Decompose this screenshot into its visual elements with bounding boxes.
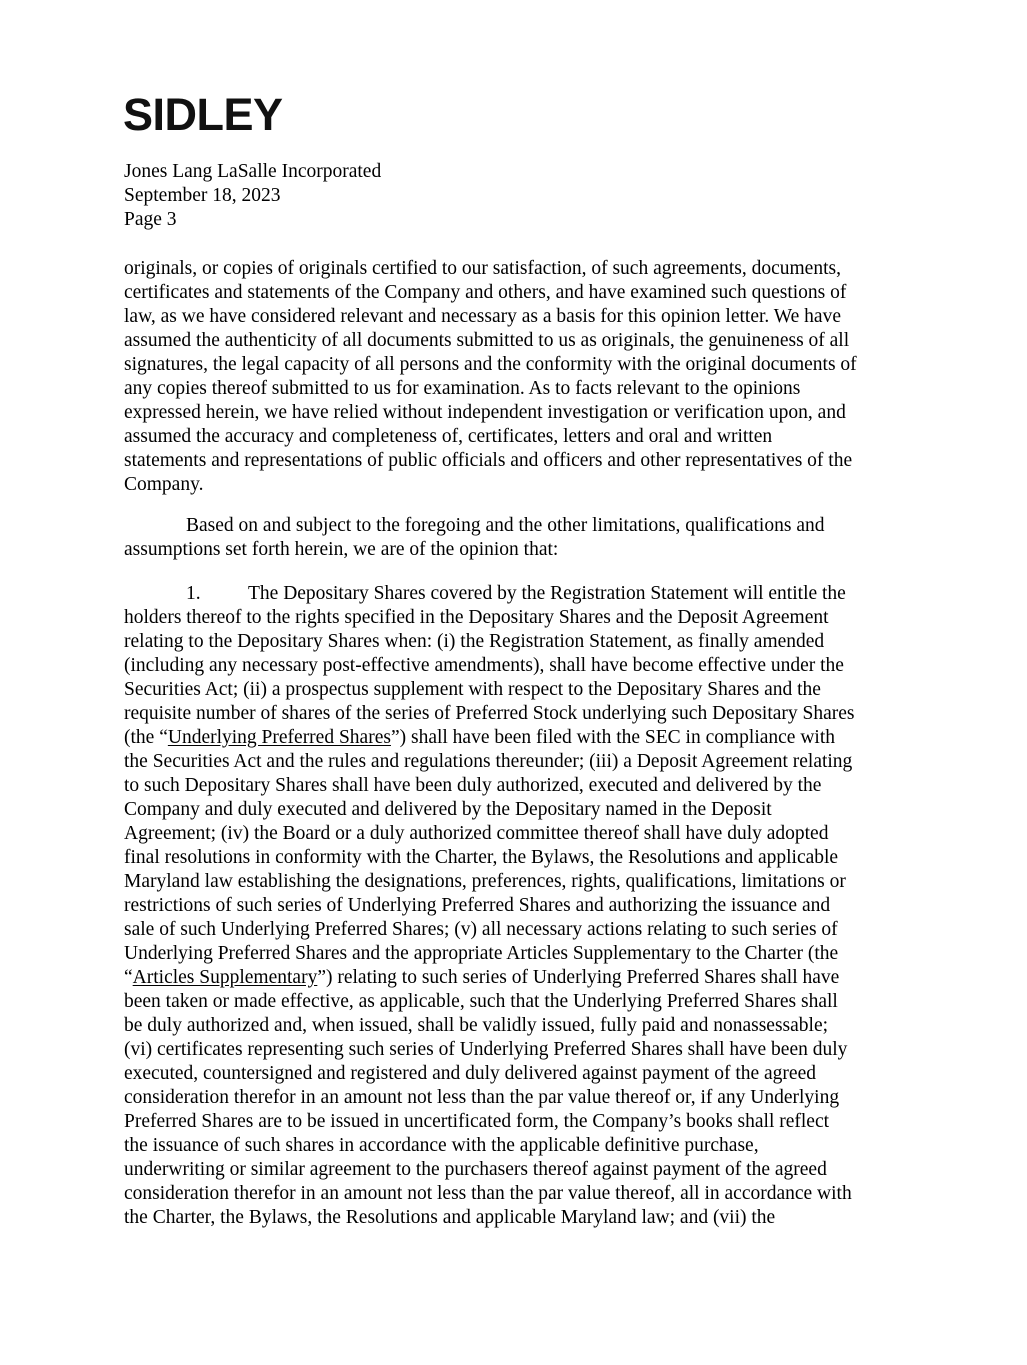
text-line: signatures, the legal capacity of all persons and the conformity with the original documents of: [124, 354, 857, 375]
text-segment: The Depositary Shares covered by the Registration Statement will entitle the: [248, 583, 846, 604]
addressee: Jones Lang LaSalle Incorporated: [124, 161, 382, 182]
text-line: certificates and statements of the Company and others, and have examined such questions of: [124, 282, 847, 303]
text-line: Company.: [124, 474, 204, 495]
text-line: assumptions set forth herein, we are of the opinion that:: [124, 539, 559, 560]
page-number: Page 3: [124, 209, 177, 230]
text-line: consideration therefor in an amount not less than the par value thereof or, if any Underlying: [124, 1087, 840, 1108]
numbered-first-line: [124, 582, 914, 606]
paragraph-opinion-intro: [124, 514, 914, 562]
text-line: sale of such Underlying Preferred Shares; (v) all necessary actions relating to such series of: [124, 919, 838, 940]
text-line: the Charter, the Bylaws, the Resolutions and applicable Maryland law; and (vii) the: [124, 1207, 776, 1228]
text-line: relating to the Depositary Shares when: (i) the Registration Statement, as finally amended: [124, 631, 825, 652]
defined-term-underlying-preferred-shares: Underlying Preferred Shares: [167, 727, 391, 748]
text-line: the issuance of such shares in accordance with the applicable definitive purchase,: [124, 1135, 759, 1156]
sidley-logo: SIDLEY: [123, 89, 283, 140]
text-segment: (the “: [124, 727, 168, 748]
text-line: expressed herein, we have relied without independent investigation or verification upon, and: [124, 402, 846, 423]
text-line: any copies thereof submitted to us for examination. As to facts relevant to the opinions: [124, 378, 801, 399]
defined-term-articles-supplementary: Articles Supplementary: [132, 967, 318, 988]
paragraph-opinion-1: [124, 582, 914, 1230]
text-line: to such Depositary Shares shall have been duly authorized, executed and delivered by the: [124, 775, 822, 796]
text-line-defined-term: [124, 726, 914, 750]
text-line: Securities Act; (ii) a prospectus supplement with respect to the Depositary Shares and the: [124, 679, 821, 700]
text-line: Underlying Preferred Shares and the appropriate Articles Supplementary to the Charter (the: [124, 943, 839, 964]
text-line: consideration therefor in an amount not less than the par value thereof, all in accordance with: [124, 1183, 852, 1204]
letter-date: September 18, 2023: [124, 185, 281, 206]
text-line: holders thereof to the rights specified in the Depositary Shares and the Deposit Agreement: [124, 607, 829, 628]
text-line: the Securities Act and the rules and regulations thereunder; (iii) a Deposit Agreement relating: [124, 751, 853, 772]
text-line: Maryland law establishing the designations, preferences, rights, qualifications, limitations or: [124, 871, 846, 892]
text-line: Company and duly executed and delivered by the Depositary named in the Deposit: [124, 799, 772, 820]
text-line: originals, or copies of originals certified to our satisfaction, of such agreements, documents,: [124, 258, 841, 279]
text-line: Preferred Shares are to be issued in uncertificated form, the Company’s books shall reflect: [124, 1111, 830, 1132]
text-line: underwriting or similar agreement to the purchasers thereof against payment of the agreed: [124, 1159, 827, 1180]
text-line: Based on and subject to the foregoing and the other limitations, qualifications and: [186, 515, 825, 536]
text-line: final resolutions in conformity with the Charter, the Bylaws, the Resolutions and applicable: [124, 847, 839, 868]
text-line: law, as we have considered relevant and necessary as a basis for this opinion letter. We have: [124, 306, 841, 327]
text-line: Agreement; (iv) the Board or a duly authorized committee thereof shall have duly adopted: [124, 823, 829, 844]
item-number: 1.: [186, 583, 201, 604]
text-line: assumed the authenticity of all documents submitted to us as originals, the genuineness of all: [124, 330, 850, 351]
text-line-defined-term: [124, 966, 914, 990]
text-segment: ”) relating to such series of Underlying Preferred Shares shall have: [317, 967, 840, 988]
text-line: be duly authorized and, when issued, shall be validly issued, fully paid and nonassessable;: [124, 1015, 829, 1036]
paragraph-examination: [124, 257, 914, 497]
text-line: (including any necessary post-effective amendments), shall have become effective under the: [124, 655, 844, 676]
text-line: executed, countersigned and registered and duly delivered against payment of the agreed: [124, 1063, 816, 1084]
text-line: restrictions of such series of Underlying Preferred Shares and authorizing the issuance and: [124, 895, 831, 916]
text-line: requisite number of shares of the series of Preferred Stock underlying such Depositary Shares: [124, 703, 855, 724]
text-segment: ”) shall have been filed with the SEC in compliance with: [390, 727, 835, 748]
text-line: assumed the accuracy and completeness of, certificates, letters and oral and written: [124, 426, 773, 447]
text-line: statements and representations of public officials and officers and other representatives of the: [124, 450, 853, 471]
text-line: been taken or made effective, as applicable, such that the Underlying Preferred Shares shall: [124, 991, 838, 1012]
text-segment: “: [124, 967, 133, 988]
text-line: (vi) certificates representing such series of Underlying Preferred Shares shall have been duly: [124, 1039, 848, 1060]
letter-header: [124, 160, 381, 232]
